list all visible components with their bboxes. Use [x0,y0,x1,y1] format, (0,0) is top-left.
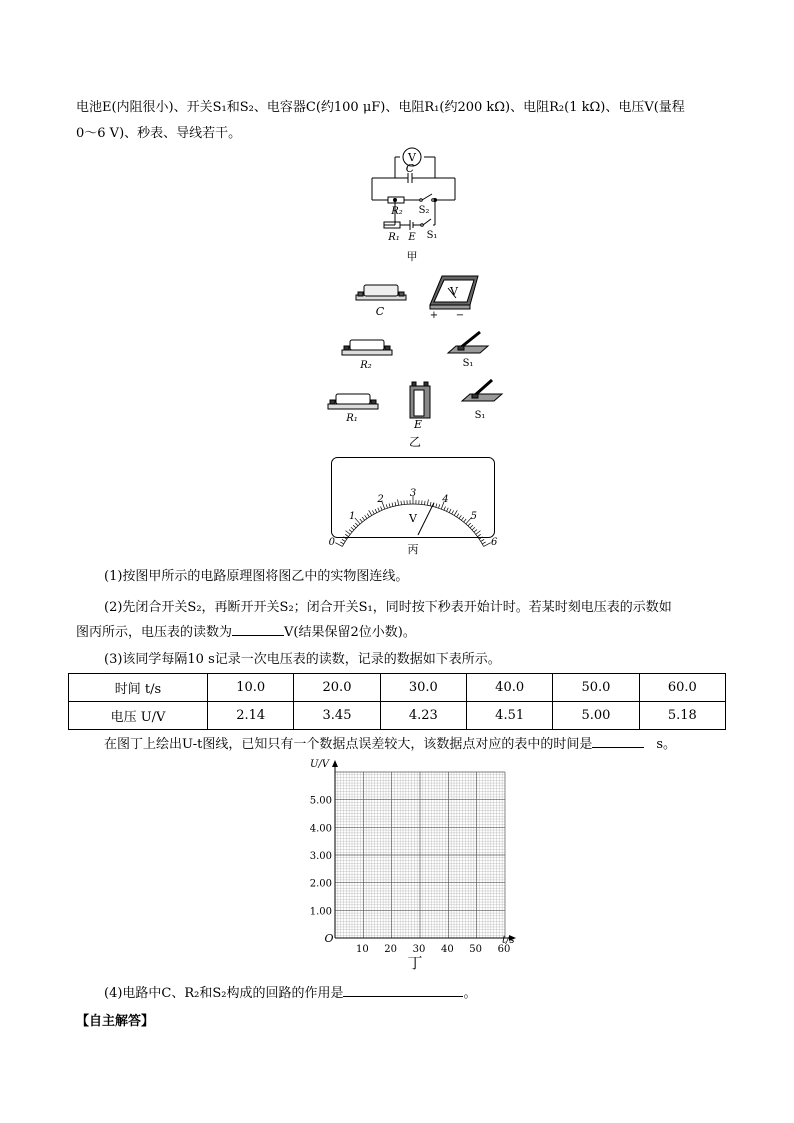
table-cell: 5.18 [639,702,725,730]
table-cell: 3.45 [294,702,380,730]
figure-caption-yi: 乙 [408,435,422,449]
answer-blank-function[interactable] [343,996,463,997]
y-tick-label: 3.00 [309,851,332,862]
question-3-followup-suffix: s。 [656,737,677,752]
component-c-label: C [375,305,385,318]
dial-tick-label: 5 [470,510,477,522]
component-v-label: V [450,285,458,298]
r2-resistor-component [342,340,392,355]
x-tick-label: 40 [440,944,454,955]
answer-blank-voltage[interactable] [232,635,284,636]
figure-caption-bing: 丙 [407,543,419,556]
x-tick-label: 30 [412,944,426,955]
plus-terminal-label: + [429,310,439,321]
s1-switch-component-upper [448,332,488,353]
table-cell: 60.0 [639,674,725,702]
question-2-suffix: V(结果保留2位小数)。 [284,625,416,640]
table-cell: 5.00 [553,702,639,730]
y-axis-label: U/V [310,759,330,770]
s2-label: S₂ [418,205,430,216]
question-2-prefix: 图丙所示，电压表的读数为 [76,625,233,640]
table-cell: 4.23 [380,702,466,730]
s1-switch-component-lower [462,380,502,401]
data-table [68,673,726,730]
s1-label: S₁ [426,230,438,241]
table-cell: 10.0 [208,674,294,702]
dial-tick [484,543,491,547]
question-1: (1)按图甲所示的电路原理图将图乙中的实物图连线。 [104,569,409,584]
voltmeter-dial-bing [330,456,496,556]
dial-unit-label: V [409,512,417,525]
x-tick-label: 20 [384,944,398,955]
battery-component [410,382,430,418]
question-4-prefix: (4)电路中C、R₂和S₂构成的回路的作用是 [104,986,344,1001]
y-tick-label: 5.00 [309,795,332,807]
table-cell: 2.14 [208,702,294,730]
self-answer-heading: 【自主解答】 [76,1014,155,1029]
y-tick-label: 1.00 [309,906,332,918]
y-axis-arrow [332,760,338,767]
dial-tick-label: 4 [442,493,449,505]
r2-label: R₂ [391,206,403,217]
dial-tick-label: 3 [409,488,417,499]
intro-line-2: 0～6 V)、秒表、导线若干。 [76,126,242,141]
circuit-diagram-jia [360,140,470,265]
table-header-time: 时间 t/s [69,674,208,702]
table-row-time [69,674,726,702]
x-tick-label: 50 [469,944,483,955]
figure-caption-jia: 甲 [406,250,418,263]
capacitor-label: C [405,162,415,175]
dial-tick [340,542,343,544]
dial-tick-label: 2 [377,493,384,505]
component-s1-lower-label: S₁ [474,410,486,421]
voltmeter-label: V [408,151,416,164]
component-s1-upper-label: S₁ [462,358,474,369]
component-r2-label: R₂ [360,360,372,371]
physical-components-yi [320,268,510,448]
intro-line-1: 电池E(内阻很小)、开关S₁和S₂、电容器C(约100 μF)、电阻R₁(约200 kΩ)、电阻R₂(1 kΩ)、电压V(量程 [76,100,685,115]
table-row-voltage [69,702,726,730]
minus-terminal-label: − [455,310,465,321]
question-2-line-2 [76,621,416,640]
component-r1-label: R₁ [346,413,358,424]
question-4 [104,982,477,1001]
question-4-suffix: 。 [463,986,477,1001]
x-axis-label: t/s [502,935,515,946]
dial-tick-label: 6 [491,536,498,548]
dial-tick-label: 1 [349,510,356,522]
dial-tick [482,542,485,544]
question-3-followup [104,733,676,752]
x-tick-label: 60 [497,944,511,955]
r1-resistor-component [328,394,378,409]
table-cell: 40.0 [466,674,552,702]
table-cell: 50.0 [553,674,639,702]
y-tick-label: 4.00 [309,823,332,835]
origin-label: O [324,932,334,945]
table-header-voltage: 电压 U/V [69,702,208,730]
dial-tick-label: 0 [328,536,335,548]
answer-blank-time[interactable] [592,747,644,748]
dial-tick [342,539,345,541]
table-cell: 30.0 [380,674,466,702]
table-cell: 20.0 [294,674,380,702]
ut-graph-ding [300,756,530,976]
capacitor-component [356,285,406,300]
e-label: E [408,232,416,243]
y-tick-label: 2.00 [309,878,332,890]
chart-title: 丁 [407,954,423,972]
component-e-label: E [413,418,423,431]
question-3: (3)该同学每隔10 s记录一次电压表的读数，记录的数据如下表所示。 [104,652,501,667]
x-tick-label: 10 [355,944,369,955]
r1-label: R₁ [388,232,400,243]
question-3-followup-prefix: 在图丁上绘出U-t图线，已知只有一个数据点误差较大，该数据点对应的表中的时间是 [104,737,593,752]
dial-tick [335,543,342,547]
dial-tick [481,539,484,541]
table-cell: 4.51 [466,702,552,730]
question-2-line-1: (2)先闭合开关S₂，再断开开关S₂；闭合开关S₁，同时按下秒表开始计时。若某时刻电压表的示数如 [104,600,672,615]
